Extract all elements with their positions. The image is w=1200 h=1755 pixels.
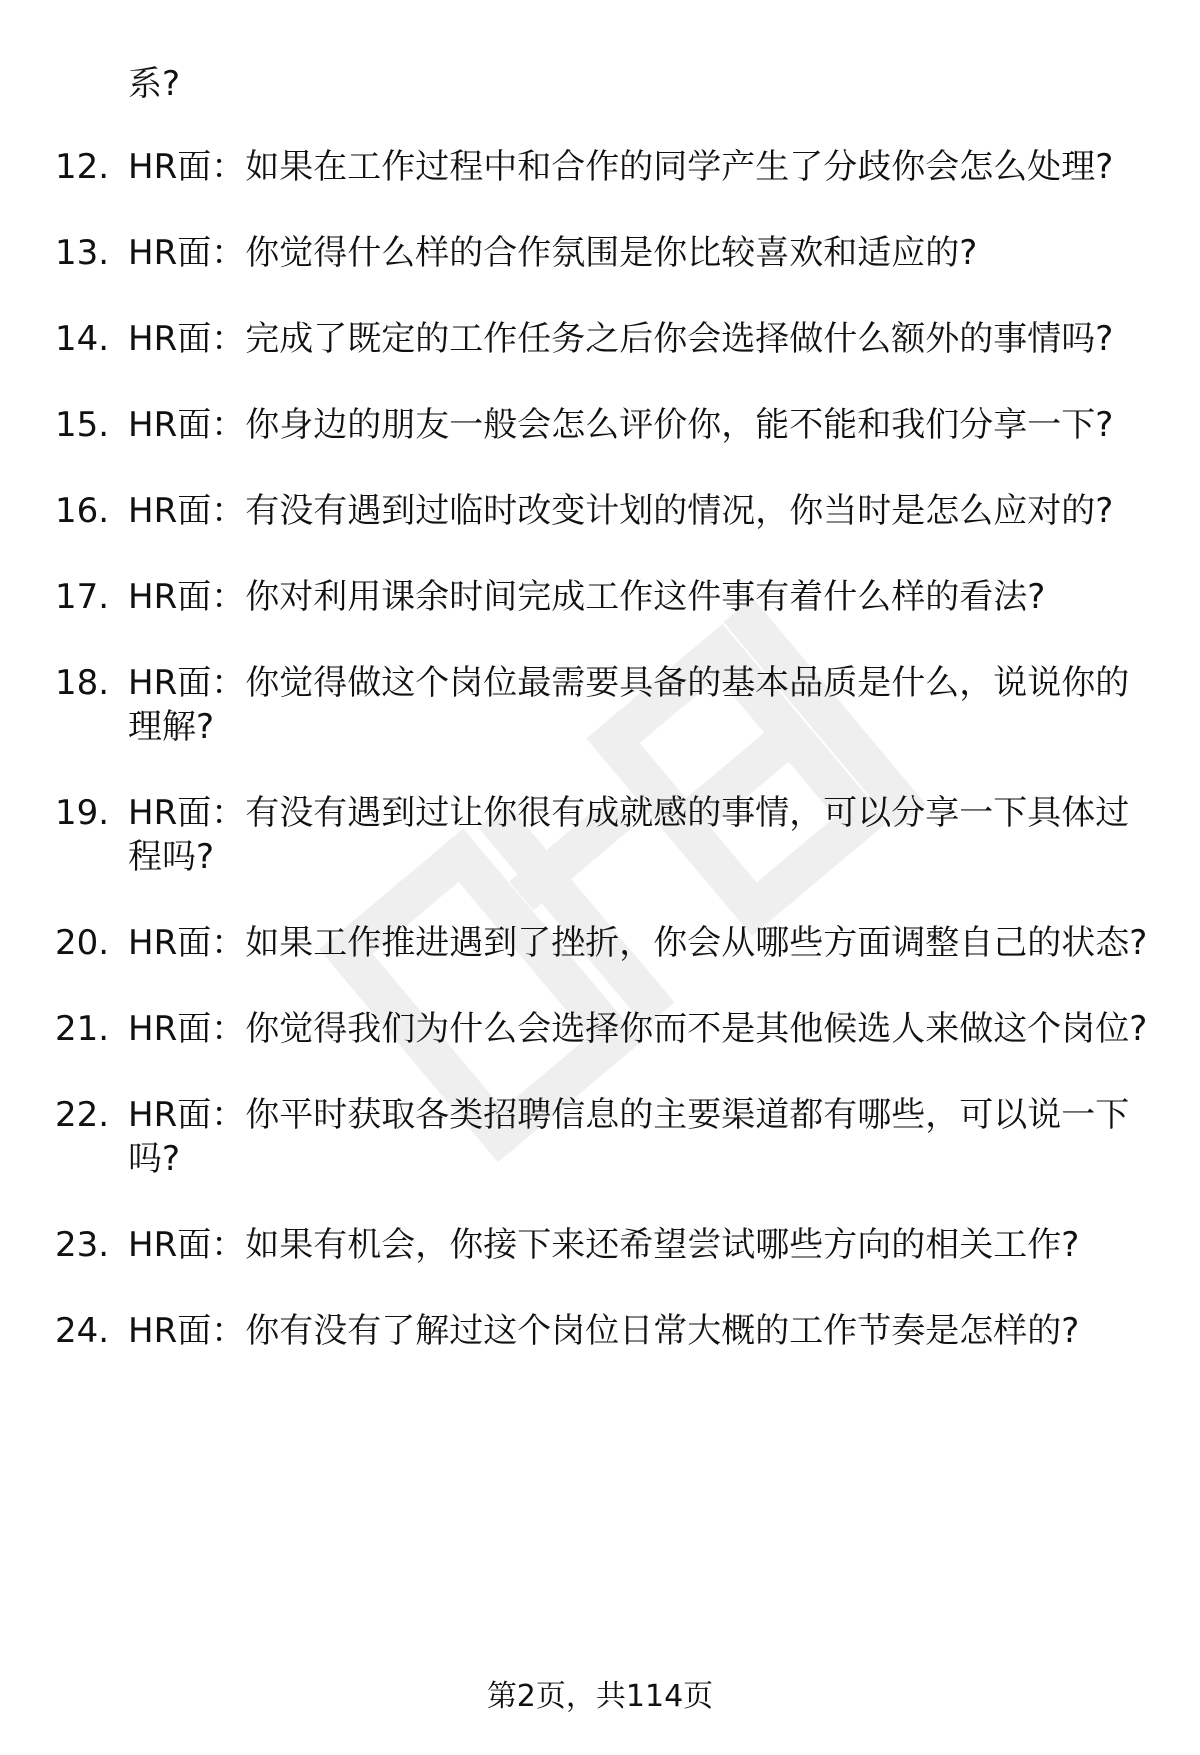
question-item [0,1223,1200,1267]
question-item [0,489,1200,533]
question-text: HR面：如果有机会，你接下来还希望尝试哪些方向的相关工作? [128,1225,1080,1265]
question-number: 21. [55,1009,110,1049]
question-item [0,145,1200,189]
question-text: HR面：你平时获取各类招聘信息的主要渠道都有哪些，可以说一下吗? [128,1095,1130,1179]
question-number: 12. [55,147,110,187]
question-number: 20. [55,923,110,963]
question-item [0,1309,1200,1353]
continuation-text: 系? [128,64,181,104]
question-number: 22. [55,1095,110,1135]
question-text: HR面：你有没有了解过这个岗位日常大概的工作节奏是怎样的? [128,1311,1080,1351]
question-item [0,231,1200,275]
question-number: 24. [55,1311,110,1351]
question-list [0,145,1200,1395]
question-text: HR面：如果在工作过程中和合作的同学产生了分歧你会怎么处理? [128,147,1114,187]
page-footer: 第2页，共114页 [486,1679,714,1714]
question-number: 13. [55,233,110,273]
question-text: HR面：你觉得做这个岗位最需要具备的基本品质是什么，说说你的理解? [128,663,1130,747]
question-text: HR面：你对利用课余时间完成工作这件事有着什么样的看法? [128,577,1046,617]
question-item [0,661,1200,749]
question-item [0,403,1200,447]
question-text: HR面：你身边的朋友一般会怎么评价你，能不能和我们分享一下? [128,405,1114,445]
question-text: HR面：有没有遇到过临时改变计划的情况，你当时是怎么应对的? [128,491,1114,531]
question-text: HR面：如果工作推进遇到了挫折，你会从哪些方面调整自己的状态? [128,923,1148,963]
question-item [0,575,1200,619]
question-number: 17. [55,577,110,617]
question-number: 15. [55,405,110,445]
question-number: 23. [55,1225,110,1265]
question-number: 18. [55,663,110,703]
question-number: 19. [55,793,110,833]
question-text: HR面：有没有遇到过让你很有成就感的事情，可以分享一下具体过程吗? [128,793,1130,877]
question-item [0,921,1200,965]
question-item [0,317,1200,361]
question-text: HR面：完成了既定的工作任务之后你会选择做什么额外的事情吗? [128,319,1114,359]
question-item [0,1093,1200,1181]
question-item [0,791,1200,879]
question-text: HR面：你觉得我们为什么会选择你而不是其他候选人来做这个岗位? [128,1009,1148,1049]
question-number: 14. [55,319,110,359]
question-number: 16. [55,491,110,531]
question-text: HR面：你觉得什么样的合作氛围是你比较喜欢和适应的? [128,233,978,273]
question-item [0,1007,1200,1051]
